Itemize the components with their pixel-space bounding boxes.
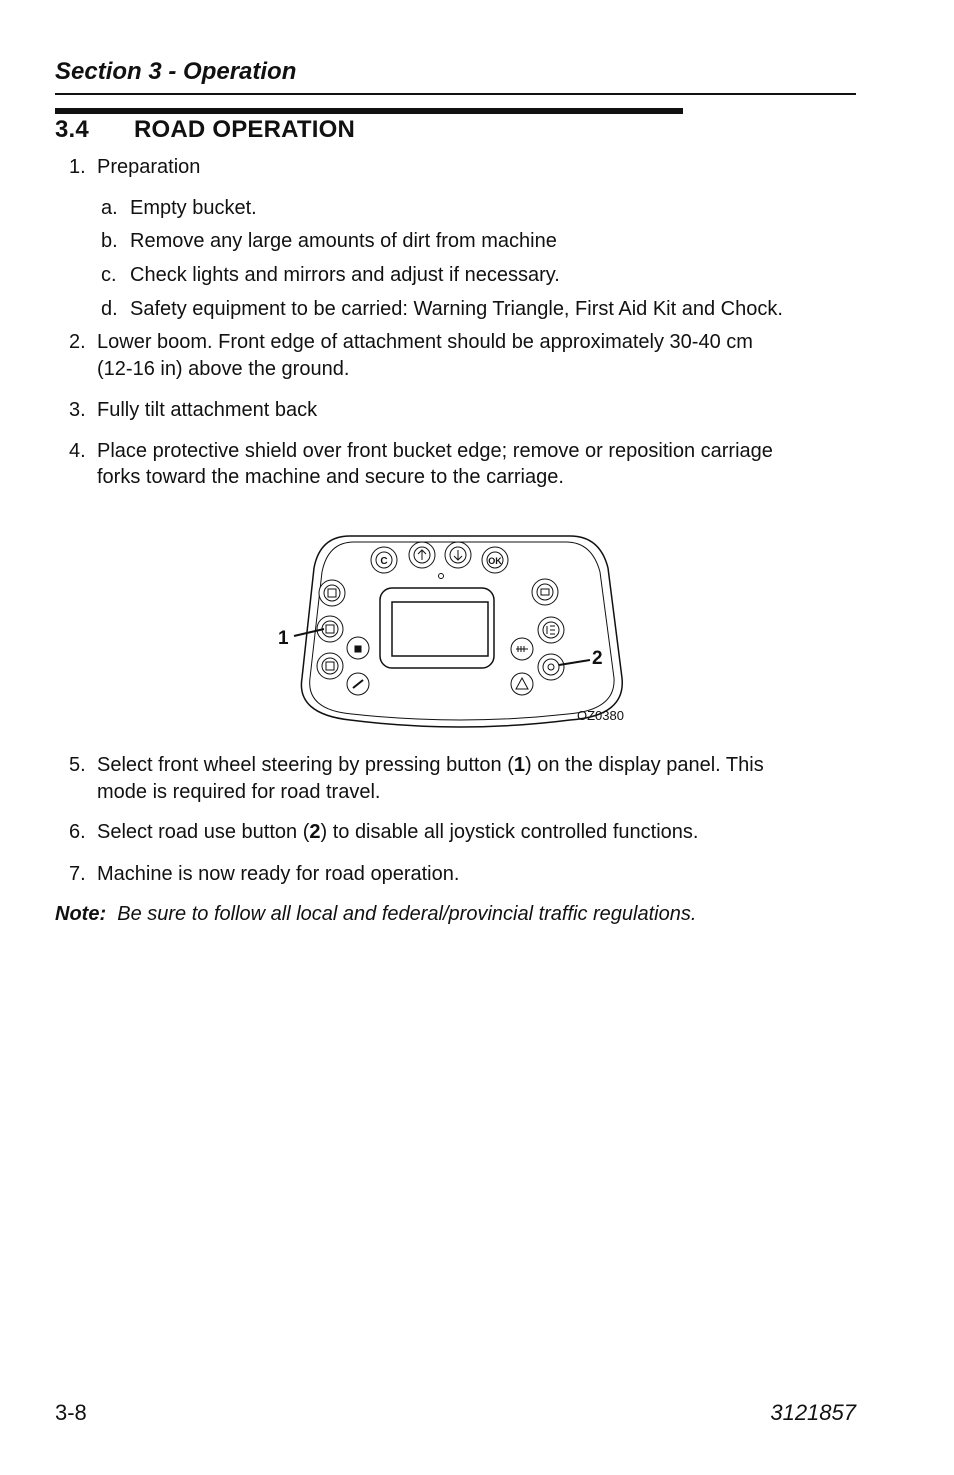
steer-mode-button-top — [319, 580, 345, 606]
steer-mode-button-bottom — [317, 653, 343, 679]
step-5-post: ) on the display panel. This — [525, 754, 764, 776]
step-5-line-2: mode is required for road travel. — [97, 781, 381, 803]
hazard-button — [511, 673, 533, 695]
wrench-button — [347, 673, 369, 695]
step-3-number: 3. — [69, 399, 86, 421]
step-4-line-2: forks toward the machine and secure to the carriage. — [97, 466, 564, 488]
substep-a-letter: a. — [101, 197, 118, 219]
display-panel-figure — [270, 528, 650, 728]
step-4-number: 4. — [69, 440, 86, 462]
substep-b-text: Remove any large amounts of dirt from machine — [130, 230, 557, 252]
step-7-text: Machine is now ready for road operation. — [97, 863, 460, 885]
lock-button — [347, 637, 369, 659]
step-6-pre: Select road use button ( — [97, 821, 310, 843]
road-use-button — [538, 654, 564, 680]
step-6-text — [97, 819, 698, 846]
button-c-label: C — [380, 556, 388, 567]
step-6-callout-ref: 2 — [309, 821, 321, 843]
substep-a-text: Empty bucket. — [130, 197, 257, 219]
button-down — [445, 542, 471, 568]
light-button — [538, 617, 564, 643]
indicator-led — [439, 574, 444, 579]
button-ok — [482, 547, 508, 573]
heading-title: ROAD OPERATION — [134, 116, 356, 143]
step-5-callout-ref: 1 — [513, 754, 526, 776]
section-heading — [55, 116, 355, 144]
step-7-number: 7. — [69, 863, 86, 885]
page-number: 3-8 — [55, 1400, 87, 1425]
step-5-line-1 — [97, 752, 764, 779]
step-5-pre: Select front wheel steering by pressing button ( — [97, 754, 514, 776]
header-rule-thin — [55, 93, 856, 95]
substep-d-text: Safety equipment to be carried: Warning Triangle, First Aid Kit and Chock. — [130, 298, 783, 320]
screen — [392, 602, 488, 656]
note — [55, 901, 696, 928]
substep-c-letter: c. — [101, 264, 117, 286]
button-ok-label: OK — [488, 556, 502, 566]
header-rule-thick — [55, 108, 683, 114]
section-header: Section 3 - Operation — [55, 58, 297, 85]
step-1-number: 1. — [69, 156, 86, 178]
substep-c-text: Check lights and mirrors and adjust if necessary. — [130, 264, 560, 286]
callout-1: 1 — [278, 628, 289, 649]
heading-number: 3.4 — [55, 116, 89, 143]
note-label: Note: — [55, 903, 107, 925]
heater-button — [511, 638, 533, 660]
button-c — [371, 547, 397, 573]
callout-2: 2 — [592, 648, 603, 669]
substep-b-letter: b. — [101, 230, 118, 252]
step-4-line-1: Place protective shield over front bucket edge; remove or reposition carriage — [97, 440, 773, 462]
step-2-line-1: Lower boom. Front edge of attachment should be approximately 30-40 cm — [97, 331, 753, 353]
step-3-text: Fully tilt attachment back — [97, 399, 318, 421]
display-panel-drawing — [270, 528, 650, 728]
step-2-line-2: (12-16 in) above the ground. — [97, 358, 350, 380]
mail-button — [532, 579, 558, 605]
substep-d-letter: d. — [101, 298, 118, 320]
button-up — [409, 542, 435, 568]
note-text: Be sure to follow all local and federal/provincial traffic regulations. — [117, 903, 697, 925]
step-6-number: 6. — [69, 821, 86, 843]
step-6-post: ) to disable all joystick controlled functions. — [320, 821, 699, 843]
step-1-text: Preparation — [97, 156, 201, 178]
document-number: 3121857 — [770, 1400, 856, 1425]
figure-id: OZ0380 — [577, 708, 624, 723]
step-2-number: 2. — [69, 331, 86, 353]
step-5-number: 5. — [69, 754, 86, 776]
